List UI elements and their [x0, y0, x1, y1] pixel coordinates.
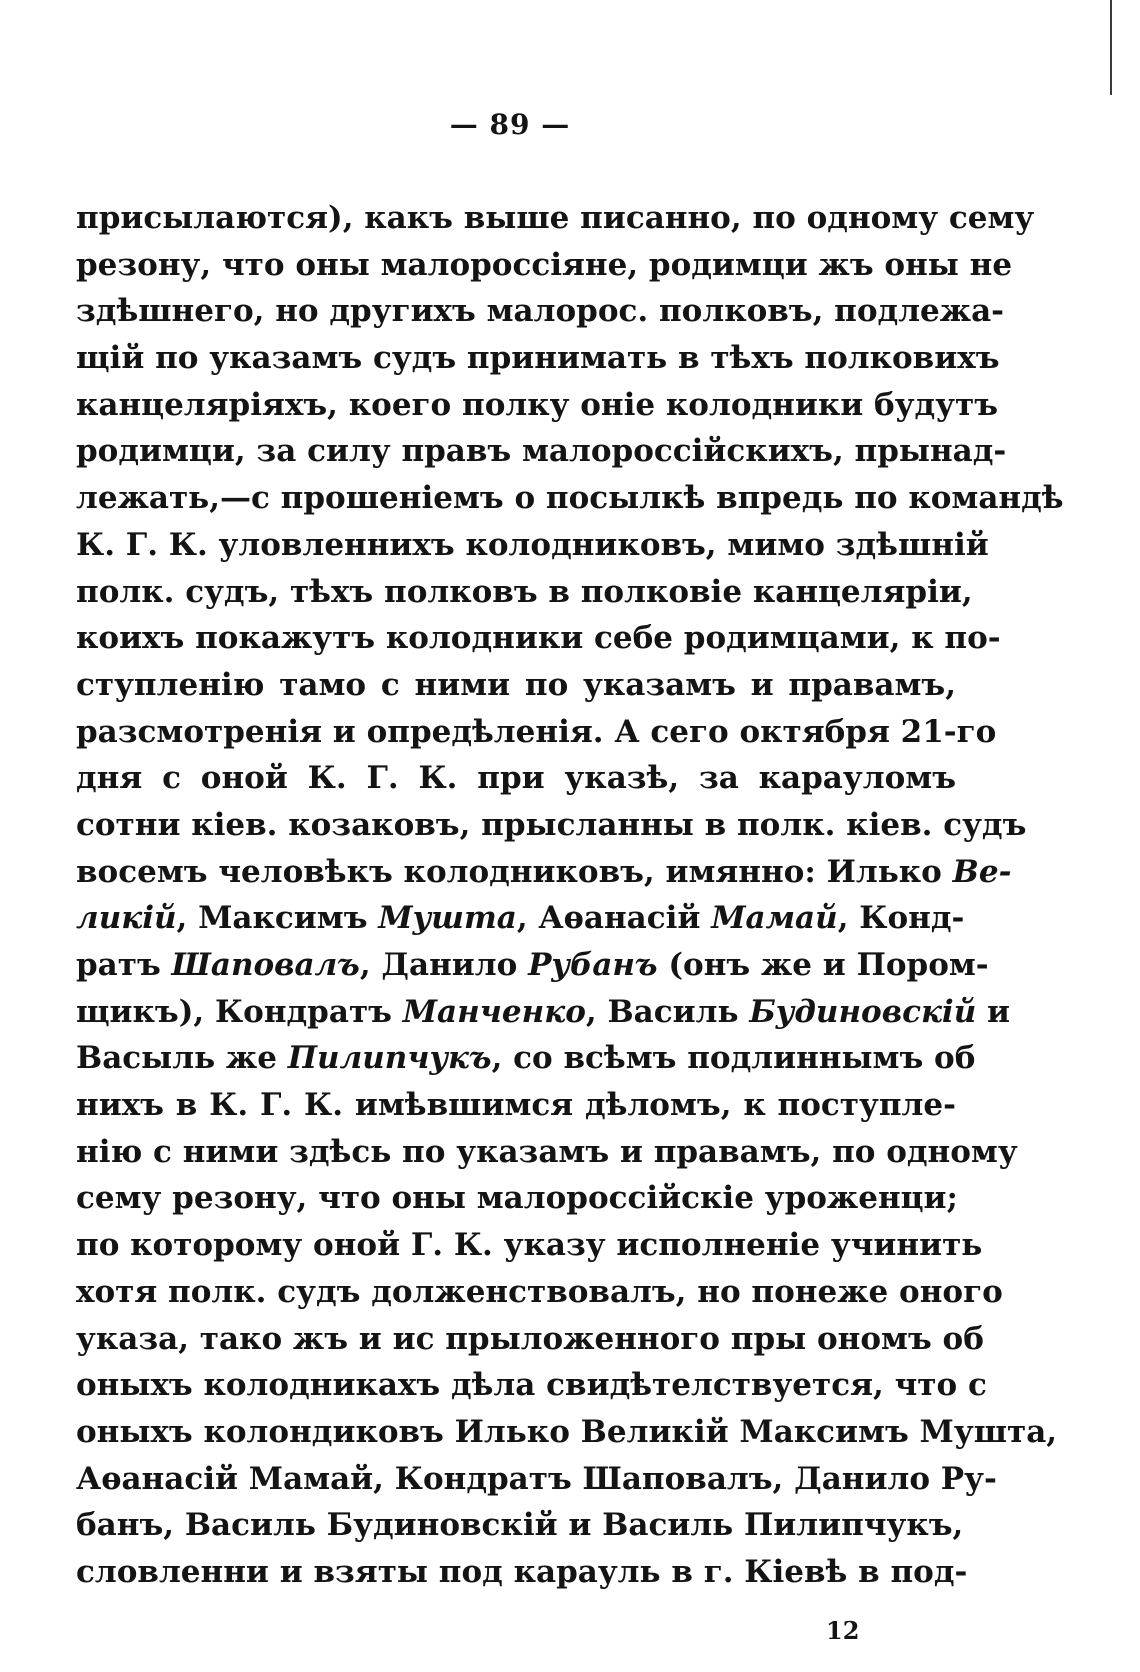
text-segment: хотя полк. судъ долженствовалъ, но понеже оного — [76, 1273, 1003, 1310]
text-line — [76, 1269, 1003, 1316]
text-segment: , Василь — [585, 993, 750, 1030]
page-number: — 89 — — [449, 108, 571, 141]
text-segment: щикъ), Кондратъ — [76, 993, 403, 1030]
text-line — [76, 475, 1064, 522]
text-line — [76, 242, 1013, 289]
text-segment: нихъ в К. Г. К. имѣвшимся дѣломъ, к поступле- — [76, 1087, 956, 1124]
text-segment: и — [976, 993, 1011, 1030]
text-line — [76, 288, 1005, 335]
signature-mark: 12 — [826, 1616, 860, 1645]
text-line — [76, 709, 997, 756]
text-segment: банъ, Василь Будиновскій и Василь Пилипчукъ, — [76, 1507, 964, 1544]
text-segment: по которому оной Г. К. указу исполненіе учинить — [76, 1227, 983, 1264]
text-segment: сотни кіев. козаковъ, прысланны в полк. кіев. судъ — [76, 806, 1027, 843]
italic-name: Будиновскій — [749, 993, 977, 1030]
text-line — [76, 569, 973, 616]
text-segment: , со всѣмъ подлиннымъ об — [491, 1040, 976, 1077]
text-segment: , Конд- — [837, 900, 965, 937]
text-line — [76, 1082, 956, 1129]
text-line — [76, 428, 1007, 475]
text-line — [76, 1362, 987, 1409]
text-line — [76, 1035, 976, 1082]
text-segment: , Максимъ — [176, 900, 379, 937]
text-segment: ступленію тамо с ними по указамъ и правамъ, — [76, 666, 956, 703]
italic-name: Мамай — [711, 900, 838, 937]
text-segment: оныхъ колодникахъ дѣла свидѣтелствуется, что с — [76, 1367, 987, 1404]
text-line — [76, 1175, 956, 1222]
italic-name: Рубанъ — [528, 947, 658, 983]
text-segment: полк. судъ, тѣхъ полковъ в полковіе канцеляріи, — [76, 573, 973, 610]
italic-name: Шаповалъ — [171, 947, 360, 983]
text-segment: словленни и взяты под карауль в г. Кіевѣ в под- — [76, 1553, 968, 1590]
text-line — [76, 1409, 1058, 1456]
text-segment: разсмотренія и опредѣленія. А сего октября 21-го — [76, 713, 997, 750]
text-line — [76, 755, 956, 802]
text-segment: Васыль же — [76, 1040, 288, 1077]
text-segment: дня с оной К. Г. К. при указѣ, за карауломъ — [76, 760, 956, 797]
text-line — [76, 1222, 983, 1269]
body-text — [76, 195, 1064, 1596]
text-line — [76, 335, 1000, 382]
text-line — [76, 895, 965, 942]
text-segment: (онъ же и Пором- — [657, 947, 989, 983]
text-segment: восемъ человѣкъ колодниковъ, имянно: Илько — [76, 853, 953, 890]
text-segment: К. Г. К. уловленнихъ колодниковъ, мимо здѣшній — [76, 526, 989, 563]
page-edge-mark — [1110, 0, 1112, 95]
italic-name: Пилипчукъ — [287, 1040, 492, 1077]
text-line — [76, 382, 999, 429]
text-segment: нію с ними здѣсь по указамъ и правамъ, по одному — [76, 1133, 1018, 1170]
text-line — [76, 1129, 1018, 1176]
text-line — [76, 989, 1011, 1036]
text-segment: ратъ — [76, 947, 172, 983]
text-segment: коихъ покажутъ колодники себе родимцами, к по- — [76, 620, 1001, 657]
italic-name: Мушта — [378, 900, 517, 937]
text-line — [76, 1549, 968, 1596]
text-line — [76, 1502, 964, 1549]
italic-name: Ве- — [952, 853, 1012, 890]
text-line — [76, 802, 1027, 849]
text-segment: оныхъ колондиковъ Илько Великій Максимъ Мушта, — [76, 1413, 1058, 1450]
text-segment: лежать,—с прошеніемъ о посылкѣ впредь по командѣ — [76, 480, 1064, 517]
text-segment: Аѳанасій Мамай, Кондратъ Шаповалъ, Данило Ру- — [76, 1460, 997, 1497]
text-segment: присылаются), какъ выше писанно, по одному сему — [76, 200, 1035, 236]
text-segment: щій по указамъ судъ принимать в тѣхъ полковихъ — [76, 340, 1000, 377]
text-segment: , Аѳанасій — [516, 900, 712, 937]
text-segment: канцеляріяхъ, коего полку оніе колодники будутъ — [76, 386, 999, 423]
text-line — [76, 849, 1012, 896]
text-segment: родимци, за силу правъ малороссійскихъ, прынад- — [76, 433, 1007, 470]
text-line — [76, 942, 989, 989]
text-segment: резону, что оны малороссіяне, родимци жъ оны не — [76, 246, 1013, 283]
text-segment: указа, тако жъ и ис прыложенного пры ономъ об — [76, 1320, 984, 1357]
text-line — [76, 522, 989, 569]
text-line — [76, 1316, 984, 1363]
text-segment: здѣшнего, но другихъ малорос. полковъ, подлежа- — [76, 293, 1005, 330]
text-segment: , Данило — [359, 947, 529, 983]
italic-name: Манченко — [402, 993, 586, 1030]
text-line — [76, 195, 1035, 242]
text-line — [76, 1456, 997, 1503]
text-line — [76, 615, 1001, 662]
text-line — [76, 662, 956, 709]
italic-name: ликій — [76, 900, 177, 937]
text-segment: сему резону, что оны малороссійскіе уроженци; — [76, 1180, 958, 1217]
